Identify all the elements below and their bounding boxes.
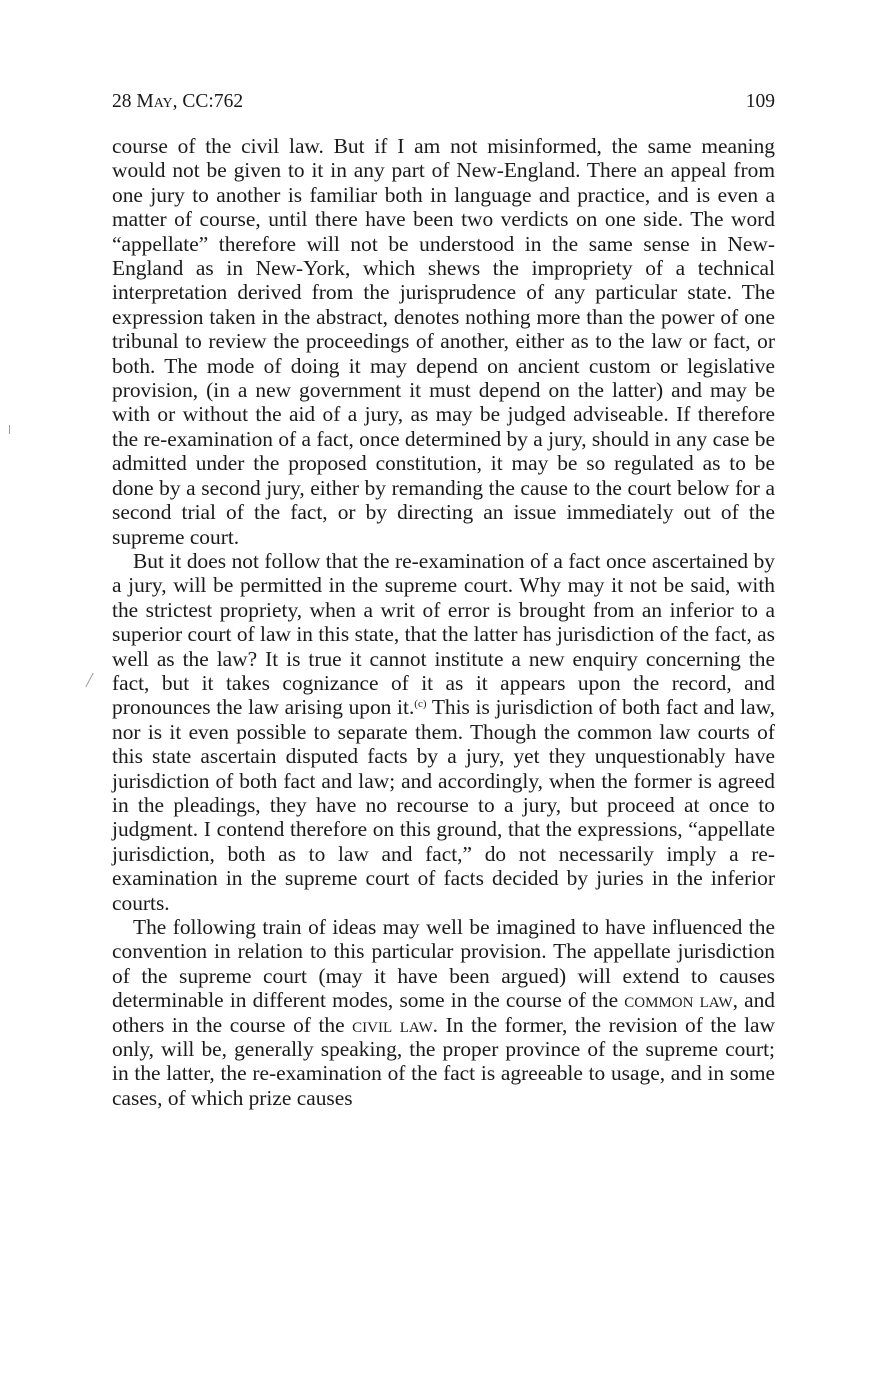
footnote-marker: (c) <box>414 698 427 711</box>
paragraph-1: course of the civil law. But if I am not misinformed, the same meaning would not be given to it in any part of New-England. There an appeal from one jury to another is familiar both in language and practice, and is even a matter of course, until there have been two verdicts on one side. The word “appellate” therefore will not be understood in the same sense in New-England as in New-York, which shews the impropriety of a technical interpretation derived from the jurisprudence of any particular state. The expression taken in the abstract, denotes nothing more than the power of one tribunal to review the proceedings of another, either as to the law or fact, or both. The mode of doing it may depend on ancient custom or legislative provision, (in a new government it must depend on the latter) and may be with or without the aid of a jury, as may be judged adviseable. If therefore the re-examination of a fact, once determined by a jury, should in any case be admitted under the proposed constitution, it may be so regulated as to be done by a second jury, either by remanding the cause to the court below for a second trial of the fact, or by directing an issue immediately out of the supreme court. <box>112 134 775 549</box>
running-head-ref: , CC:762 <box>172 91 244 112</box>
paragraph-2 <box>112 549 775 915</box>
common-law-term: common law <box>624 988 733 1013</box>
paragraph-3-text-c: . In the former, the revision of the law only, will be, generally speaking, the proper province of the supreme court; in the latter, the re-examination of the fact is agreeable to usage, and in some cases, of which prize causes <box>112 1012 775 1110</box>
margin-mark-left <box>9 425 10 434</box>
running-head-month: May <box>136 91 173 112</box>
paragraph-3-text-b: , and others in the course of the <box>112 988 775 1037</box>
body-text <box>112 134 775 1110</box>
paragraph-2-text-a: But it does not follow that the re-examination of a fact once ascertained by a jury, will be permitted in the supreme court. Why may it not be said, with the strictest propriety, when a writ of error is brought from an inferior to a superior court of law in this state, that the latter has jurisdiction of the fact, as well as the law? It is true it cannot institute a new enquiry concerning the fact, but it takes cognizance of it as it appears upon the record, and pronounces the law arising upon it. <box>112 548 775 720</box>
page-number: 109 <box>745 91 775 112</box>
page-header <box>112 87 775 117</box>
civil-law-term: civil law <box>352 1012 433 1037</box>
paragraph-2-text-b: This is jurisdiction of both fact and law, nor is it even possible to separate them. Though the common law courts of this state ascertain disputed facts by a jury, yet they unquestionably have jurisdiction of both fact and law; and accordingly, when the former is agreed in the pleadings, they have no recourse to a jury, but proceed at once to judgment. I contend therefore on this ground, that the expressions, “appellate jurisdiction, both as to law and fact,” do not necessarily imply a re-examination in the supreme court of facts decided by juries in the inferior courts. <box>112 695 775 915</box>
paragraph-3-text-a: The following train of ideas may well be imagined to have influenced the convention in relation to this particular provision. The appellate jurisdiction of the supreme court (may it have been argued) will extend to causes determinable in different modes, some in the course of the <box>112 915 775 1013</box>
running-head <box>112 87 243 117</box>
running-head-number: 28 <box>112 91 132 112</box>
paragraph-3 <box>112 915 775 1110</box>
margin-mark-slash <box>85 673 93 688</box>
